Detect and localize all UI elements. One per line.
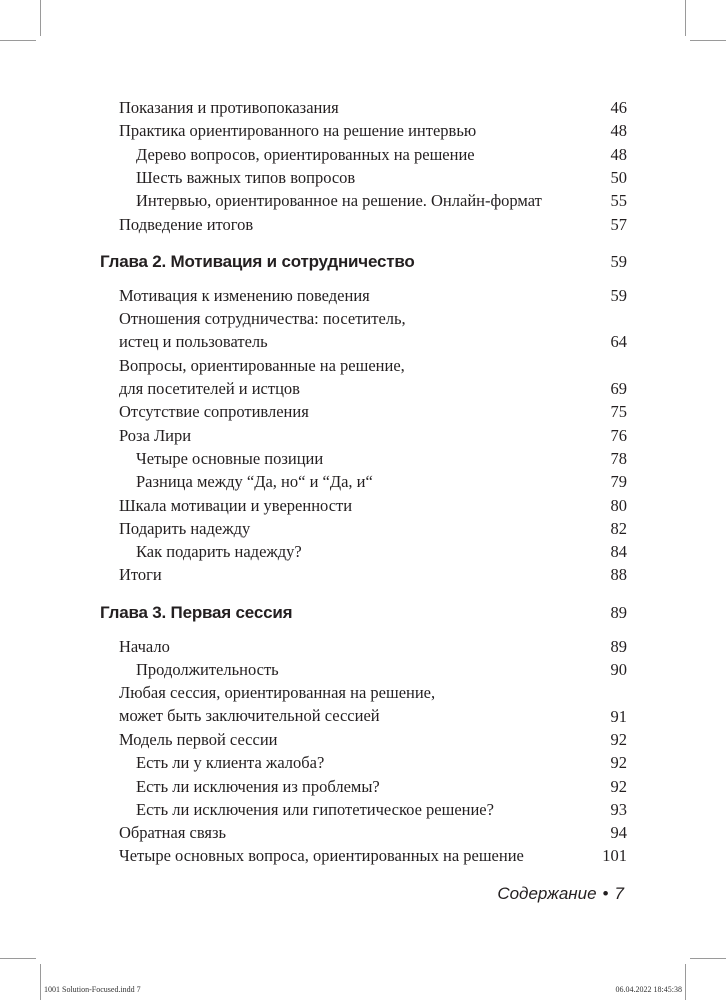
toc-entry[interactable] (119, 96, 339, 119)
toc-entry[interactable] (119, 563, 162, 586)
toc-page-number: 91 (610, 706, 627, 726)
toc-entry-title: Четыре основные позиции (136, 448, 324, 468)
toc-entry-title: может быть заключительной сессией (119, 706, 380, 726)
toc-entry[interactable] (119, 284, 370, 307)
toc-subentry[interactable] (136, 540, 302, 563)
toc-entry-title: истец и пользователь (119, 332, 268, 352)
slug-timestamp: 06.04.2022 18:45:38 (615, 985, 682, 994)
footer-bullet: • (602, 884, 609, 903)
toc-page-number: 48 (610, 144, 627, 164)
toc-entry[interactable] (119, 517, 250, 540)
toc-entry-title: Есть ли исключения или гипотетическое решение? (136, 799, 494, 819)
page-footer (497, 884, 624, 904)
toc-entry[interactable] (119, 307, 406, 353)
toc-page-number: 59 (610, 285, 627, 305)
toc-entry-title: Практика ориентированного на решение интервью (119, 121, 477, 141)
toc-page-number: 82 (610, 518, 627, 538)
toc-entry-title: Разница между “Да, но“ и “Да, и“ (136, 472, 373, 492)
toc-entry[interactable] (119, 119, 476, 142)
toc-page-number: 90 (610, 660, 627, 679)
toc-entry[interactable] (119, 635, 170, 658)
slug-filename: 1001 Solution-Focused.indd 7 (44, 985, 141, 994)
page-number: 7 (614, 884, 624, 903)
chapter-page-number: 59 (610, 251, 627, 271)
toc-subentry[interactable] (136, 775, 380, 798)
toc-page-number: 78 (610, 448, 627, 468)
toc-entry[interactable] (119, 681, 435, 727)
toc-entry-title: Начало (119, 636, 170, 656)
toc-entry-title: Отношения сотрудничества: посетитель, (119, 309, 406, 329)
toc-entry-title: Подведение итогов (119, 214, 254, 234)
toc-subentry[interactable] (136, 447, 323, 470)
toc-page-number: 84 (610, 542, 627, 562)
toc-entry-title: Модель первой сессии (119, 729, 278, 749)
toc-subentry[interactable] (136, 166, 355, 189)
toc-entry-title: Дерево вопросов, ориентированных на решение (136, 144, 475, 164)
toc-entry-title: Шкала мотивации и уверенности (119, 495, 353, 515)
toc-entry-title: Есть ли у клиента жалоба? (136, 753, 325, 773)
toc-entry-title: Роза Лири (119, 425, 192, 445)
toc-entry-title: Отсутствие сопротивления (119, 402, 309, 422)
toc-entry-title: Четыре основных вопроса, ориентированных на решение (119, 846, 524, 866)
toc-entry-title: Мотивация к изменению поведения (119, 285, 370, 305)
toc-page-number: 92 (610, 776, 627, 796)
toc-page-number: 50 (610, 167, 627, 187)
chapter-heading[interactable]: Глава 2. Мотивация и сотрудничество (100, 251, 415, 271)
toc-page-number: 46 (610, 98, 627, 117)
toc-entry[interactable] (119, 494, 352, 517)
toc-page-number: 48 (610, 121, 627, 141)
toc-page-number: 94 (610, 823, 627, 843)
toc-page-number: 88 (610, 565, 627, 585)
toc-entry-title: Обратная связь (119, 823, 227, 843)
toc-page-number: 64 (610, 332, 627, 352)
chapter-heading[interactable]: Глава 3. Первая сессия (100, 602, 293, 622)
toc-page-number: 55 (610, 191, 627, 211)
toc-entry[interactable] (119, 844, 524, 867)
toc-entry[interactable] (119, 354, 405, 400)
toc-subentry[interactable] (136, 798, 494, 821)
toc-page-number: 101 (602, 846, 627, 866)
toc-entry-title: Подарить надежду (119, 518, 251, 538)
toc-entry-title: Итоги (119, 565, 162, 585)
toc-page-number: 92 (610, 753, 627, 773)
toc-entry-title: Интервью, ориентированное на решение. Онлайн-формат (136, 191, 542, 211)
toc-entry[interactable] (119, 821, 226, 844)
toc-entry-title: Шесть важных типов вопросов (136, 167, 356, 187)
toc-subentry[interactable] (136, 470, 373, 493)
toc-entry[interactable] (119, 213, 253, 236)
toc-page-number: 69 (610, 379, 627, 398)
toc-entry-title: Как подарить надежду? (136, 542, 302, 562)
chapter-page-number: 89 (610, 602, 627, 622)
toc-page-number: 89 (610, 636, 627, 656)
toc-subentry[interactable] (136, 189, 542, 212)
toc-entry-title: Показания и противопоказания (119, 98, 339, 117)
toc-page-number: 76 (610, 425, 627, 445)
toc-subentry[interactable] (136, 658, 279, 681)
running-head: Содержание (497, 884, 597, 903)
toc-page-number: 75 (610, 402, 627, 422)
toc-entry-title: Продолжительность (136, 660, 279, 679)
toc-subentry[interactable] (136, 143, 475, 166)
toc-entry-title: Есть ли исключения из проблемы? (136, 776, 380, 796)
toc-entry[interactable] (119, 728, 278, 751)
toc-entry[interactable] (119, 400, 309, 423)
toc-entry[interactable] (119, 424, 191, 447)
toc-entry-title: Любая сессия, ориентированная на решение, (119, 683, 436, 703)
toc-page-number: 79 (610, 472, 627, 492)
toc-page-number: 92 (610, 729, 627, 749)
toc-subentry[interactable] (136, 751, 324, 774)
toc-page-number: 80 (610, 495, 627, 515)
toc-entry-title: Вопросы, ориентированные на решение, (119, 355, 405, 375)
toc-page-number: 57 (610, 214, 627, 234)
toc-page-number: 93 (610, 799, 627, 819)
toc-entry-title: для посетителей и истцов (119, 378, 300, 398)
